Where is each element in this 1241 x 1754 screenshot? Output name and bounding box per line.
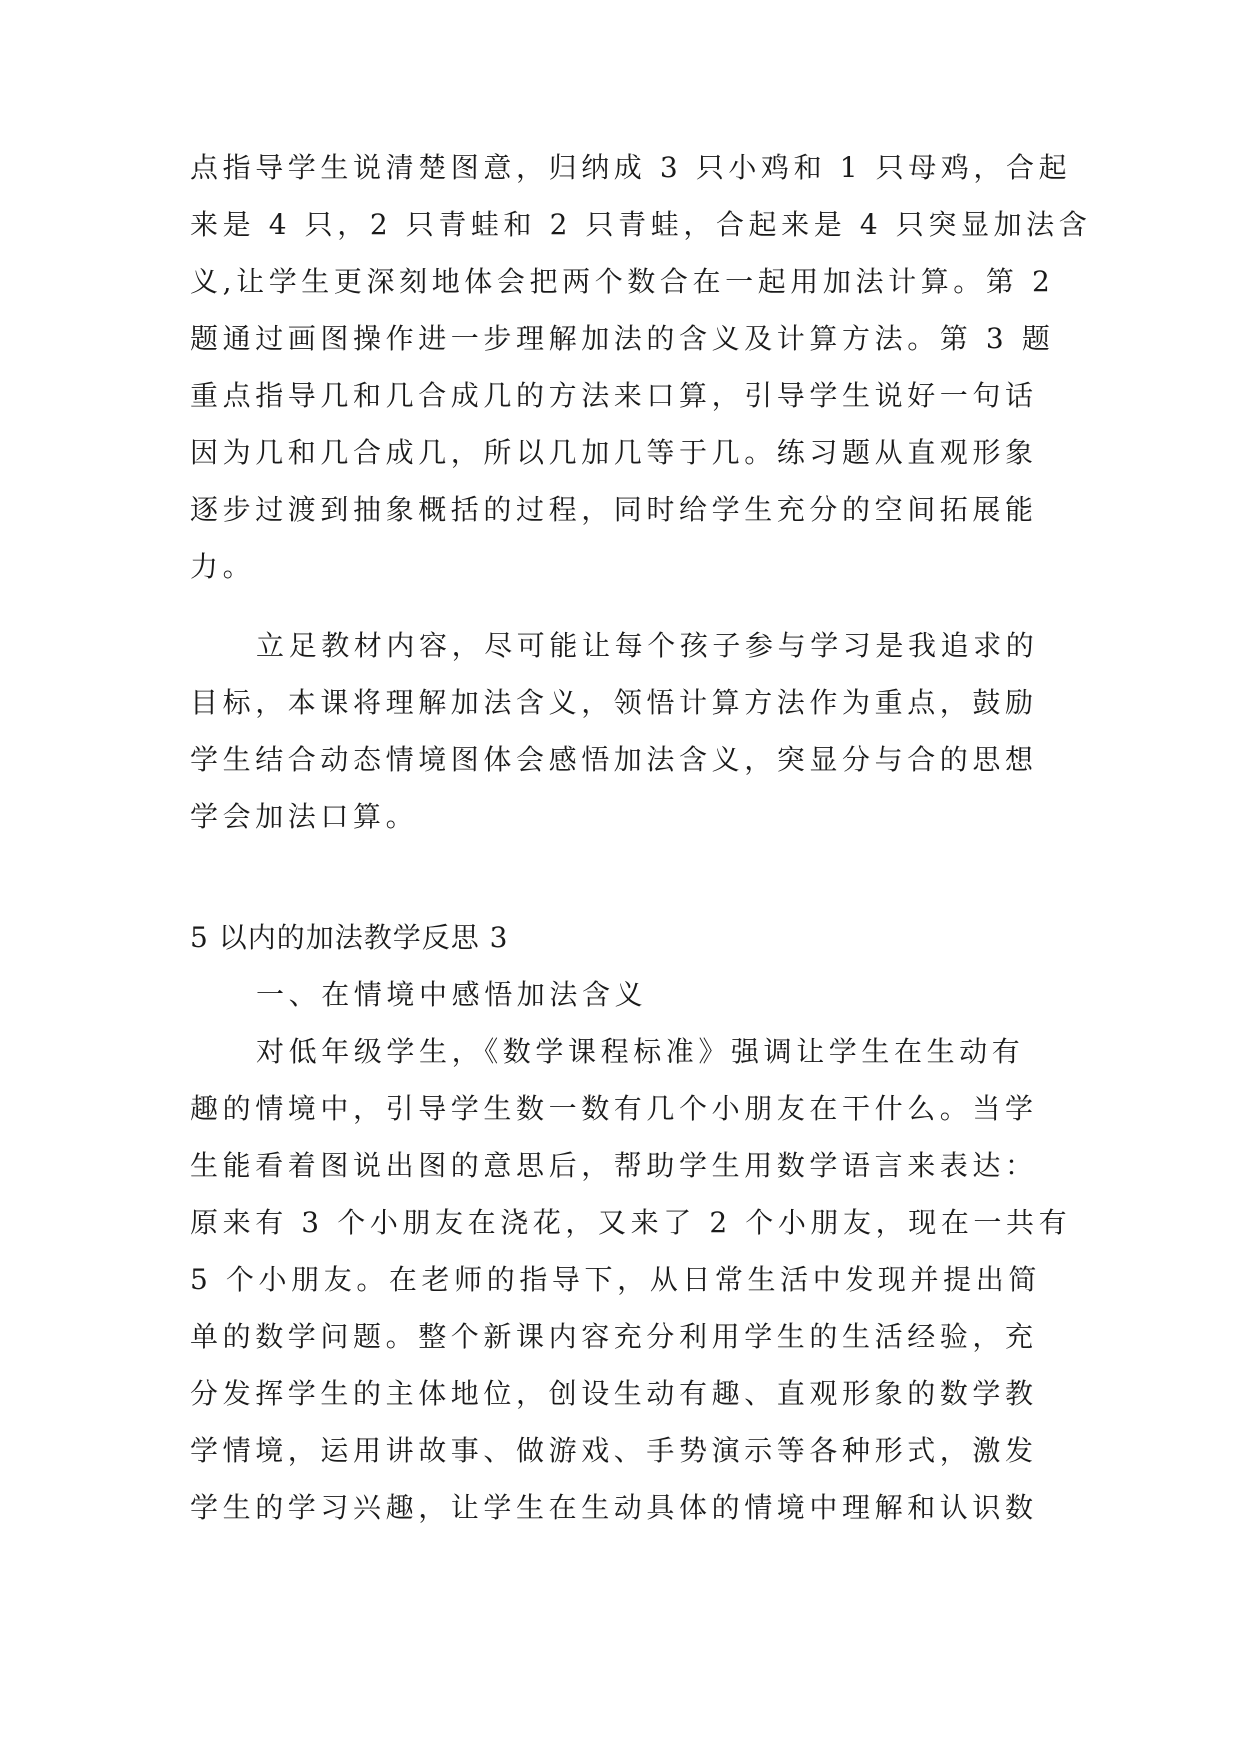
- paragraph-line: 生能看着图说出图的意思后，帮助学生用数学语言来表达：: [190, 1149, 1038, 1182]
- paragraph-line: 目标，本课将理解加法含义，领悟计算方法作为重点，鼓励: [190, 686, 1038, 719]
- paragraph-line: 原来有 3 个小朋友在浇花，又来了 2 个小朋友，现在一共有: [190, 1206, 1072, 1239]
- paragraph-line: 分发挥学生的主体地位，创设生动有趣、直观形象的数学教: [190, 1377, 1038, 1410]
- paragraph-line: 因为几和几合成几，所以几加几等于几。练习题从直观形象: [190, 436, 1038, 469]
- paragraph-line: 趣的情境中，引导学生数一数有几个小朋友在干什么。当学: [190, 1092, 1038, 1125]
- paragraph-line: 对低年级学生，《数学课程标准》强调让学生在生动有: [256, 1035, 1025, 1068]
- paragraph-line: 学会加法口算。: [190, 800, 419, 833]
- paragraph-line: 单的数学问题。整个新课内容充分利用学生的生活经验，充: [190, 1320, 1038, 1353]
- paragraph-line: 立足教材内容，尽可能让每个孩子参与学习是我追求的: [256, 629, 1039, 662]
- paragraph-line: 点指导学生说清楚图意，归纳成 3 只小鸡和 1 只母鸡，合起: [190, 151, 1072, 184]
- paragraph-line: 义,让学生更深刻地体会把两个数合在一起用加法计算。第 2: [190, 265, 1055, 298]
- paragraph-line: 学生结合动态情境图体会感悟加法含义，突显分与合的思想: [190, 743, 1038, 776]
- paragraph-line: 逐步过渡到抽象概括的过程，同时给学生充分的空间拓展能: [190, 493, 1038, 526]
- subheading: 一、在情境中感悟加法含义: [256, 978, 648, 1011]
- paragraph-line: 学情境，运用讲故事、做游戏、手势演示等各种形式，激发: [190, 1434, 1038, 1467]
- paragraph-line: 重点指导几和几合成几的方法来口算，引导学生说好一句话: [190, 379, 1038, 412]
- paragraph-line: 学生的学习兴趣，让学生在生动具体的情境中理解和认识数: [190, 1491, 1038, 1524]
- paragraph-line: 来是 4 只，2 只青蛙和 2 只青蛙，合起来是 4 只突显加法含: [190, 208, 1092, 241]
- section-title: 5 以内的加法教学反思 3: [190, 921, 509, 954]
- paragraph-line: 题通过画图操作进一步理解加法的含义及计算方法。第 3 题: [190, 322, 1055, 355]
- paragraph-line: 5 个小朋友。在老师的指导下，从日常生活中发现并提出简: [190, 1263, 1041, 1296]
- paragraph-line: 力。: [190, 550, 256, 583]
